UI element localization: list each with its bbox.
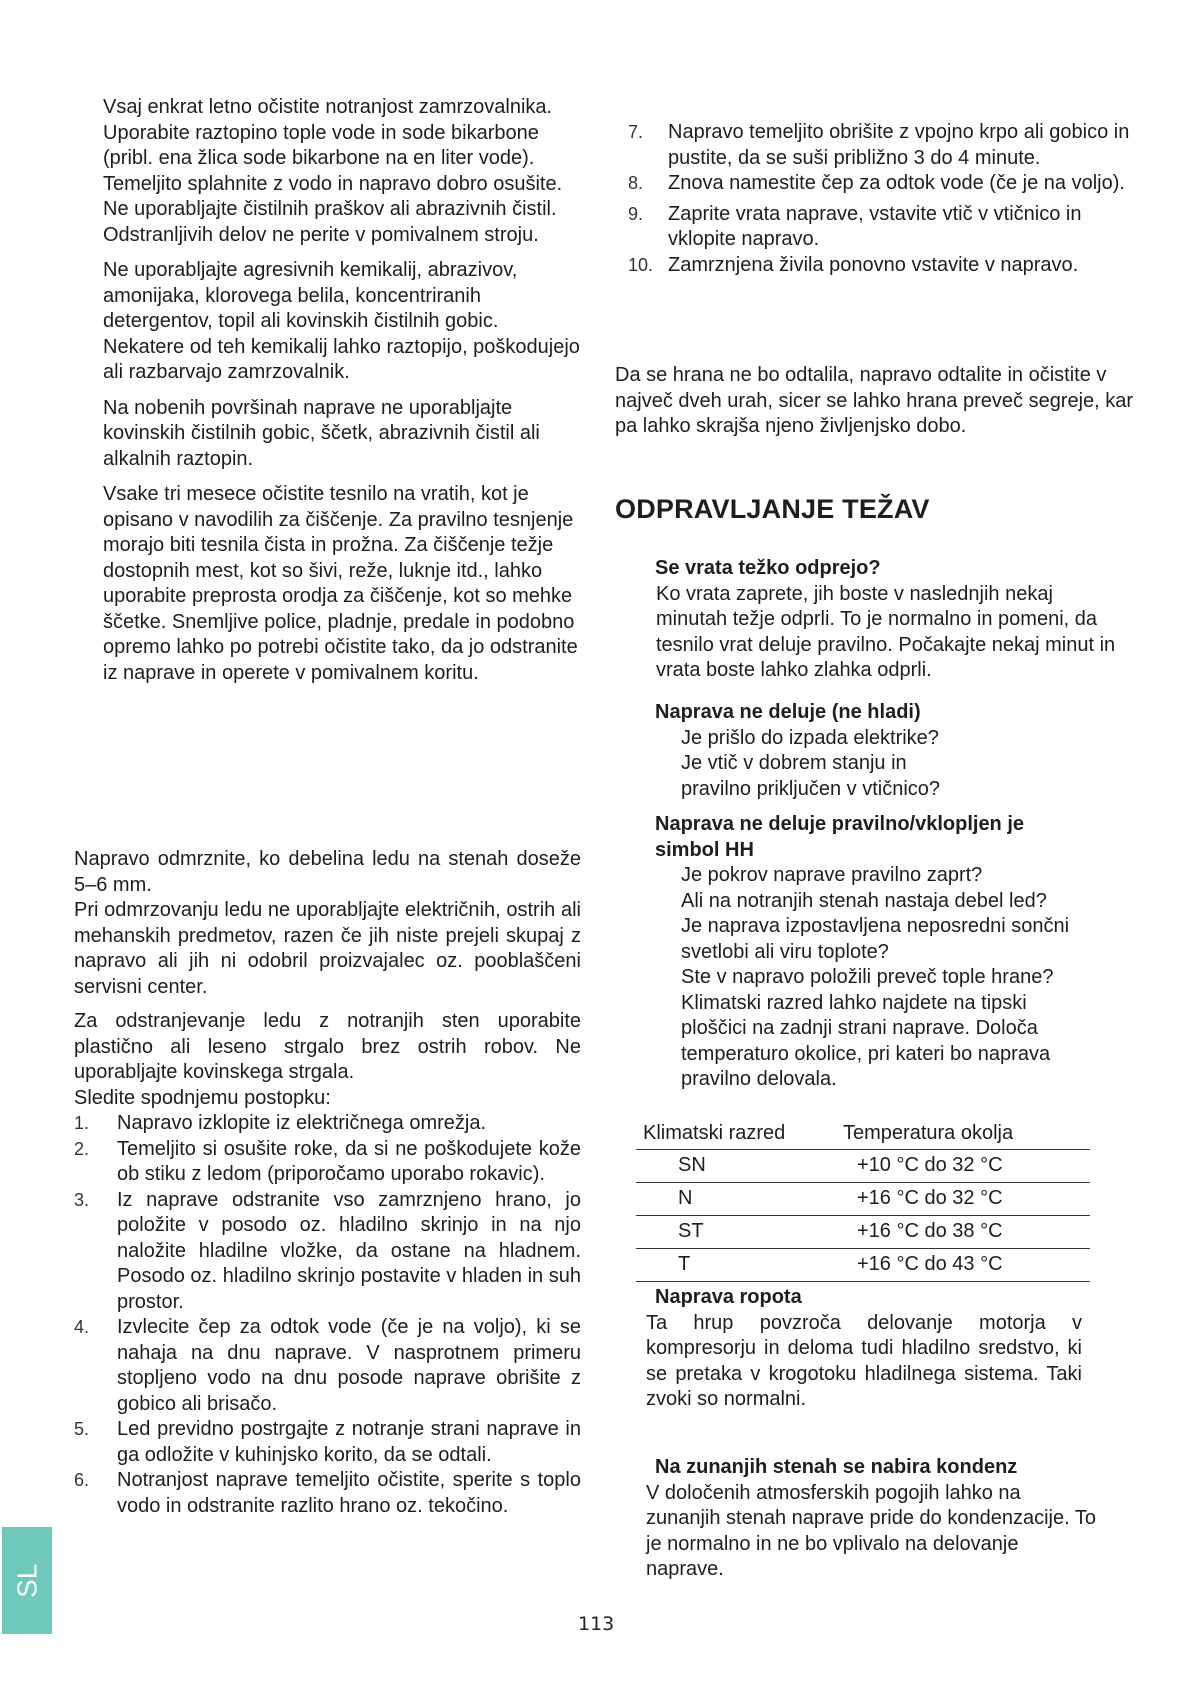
trouble-check: Klimatski razred lahko najdete na tipski ploščici na zadnji strani naprave. Določa temperaturo okolice, pri kateri bo naprava pravilno delovala. bbox=[681, 991, 1051, 1090]
table-header-row bbox=[636, 1121, 1090, 1149]
defrost-section bbox=[74, 847, 581, 1519]
cleaning-paragraph: Vsake tri mesece očistite tesnilo na vratih, kot je opisano v navodilih za čiščenje. Za pravilno tesnjenje morajo biti tesnila čista in prožna. Za čiščenje težje dostopnih mest, kot so šivi, reže, luknje itd., lahko uporabite preprosta orodja za čiščenje, kot so mehke ščetke. Snemljive police, pladnje, predale in podobno opremo lahko po potrebi očistite tako, da jo odstranite iz naprave in operete v pomivalnem koritu. bbox=[103, 483, 578, 684]
cleaning-paragraph: Na nobenih površinah naprave ne uporabljajte kovinskih čistilnih gobic, ščetk, abrazivnih čistil ali alkalnih raztopin. bbox=[103, 396, 540, 470]
trouble-hh-symbol bbox=[655, 812, 1135, 1093]
list-item: 9. Zaprite vrata naprave, vstavite vtič v vtičnico in vklopite napravo. bbox=[628, 202, 1082, 250]
trouble-check: Je pokrov naprave pravilno zaprt? bbox=[681, 864, 983, 886]
language-tab bbox=[2, 1527, 52, 1634]
trouble-check: Ali na notranjih stenah nastaja debel led? bbox=[681, 889, 1047, 912]
trouble-text: Ta hrup povzroča delovanje motorja v kompresorju in deloma tudi hladilno sredstvo, ki se pretaka v krogotoku hladilnega sistema. Taki zvoki so normalni. bbox=[646, 1311, 1082, 1410]
table-row: SN +10 °C do 32 °C bbox=[636, 1149, 1090, 1182]
trouble-heading: Naprava ne deluje (ne hladi) bbox=[655, 701, 921, 723]
table-row: N +16 °C do 32 °C bbox=[636, 1182, 1090, 1215]
list-item: 10. Zamrznjena živila ponovno vstavite v napravo. bbox=[628, 253, 1079, 276]
trouble-text: Ko vrata zaprete, jih boste v naslednjih nekaj minutah težje odprli. To je normalno in pomeni, da tesnilo vrat deluje pravilno. Počakajte nekaj minut in vrata boste lahko zlahka odprli. bbox=[656, 582, 1116, 681]
list-item: 6. Notranjost naprave temeljito očistite, sperite s toplo vodo in odstranite razlito hrano oz. tekočino. bbox=[74, 1469, 581, 1517]
trouble-check: Je prišlo do izpada elektrike? bbox=[681, 726, 939, 749]
defrost-steps-continued bbox=[628, 120, 1148, 278]
section-title: ODPRAVLJANJE TEŽAV bbox=[615, 494, 930, 524]
list-item: 8. Znova namestite čep za odtok vode (če je na voljo). bbox=[628, 172, 1125, 194]
list-item: 3. Iz naprave odstranite vso zamrznjeno hrano, jo položite v posodo oz. hladilno skrinjo in na njo naložite hladilne vložke, da ostane na hladnem. Posodo oz. hladilno skrinjo postavite v hladen in suh prostor. bbox=[74, 1188, 581, 1313]
trouble-heading: Naprava ropota bbox=[655, 1286, 802, 1308]
trouble-condensation bbox=[646, 1455, 1096, 1583]
table-header: Temperatura okolja bbox=[843, 1121, 1090, 1149]
list-item: 2. Temeljito si osušite roke, da si ne poškodujete kože ob stiku z ledom (priporočamo uporabo rokavic). bbox=[74, 1137, 581, 1185]
defrost-intro: Napravo odmrznite, ko debelina ledu na stenah doseže 5–6 mm. bbox=[74, 848, 581, 896]
cleaning-section bbox=[103, 95, 581, 686]
language-tab-label: SL bbox=[11, 1563, 43, 1598]
defrost-scraper: Za odstranjevanje ledu z notranjih sten uporabite plastično ali leseno strgalo brez ostrih robov. Ne uporabljajte kovinskega strgala. bbox=[74, 1010, 581, 1083]
cleaning-paragraph: Ne uporabljajte agresivnih kemikalij, abrazivov, amonijaka, klorovega belila, koncentriranih detergentov, topil ali kovinskih čistilnih gobic. Nekatere od teh kemikalij lahko raztopijo, poškodujejo ali razbarvajo zamrzovalnik. bbox=[103, 259, 580, 383]
cleaning-paragraph: Vsaj enkrat letno očistite notranjost zamrzovalnika. Uporabite raztopino tople vode in sode bikarbone (pribl. ena žlica sode bikarbone na en liter vode). Temeljito splahnite z vodo in napravo dobro osušite. Ne uporabljajte čistilnih praškov ali abrazivnih čistil. Odstranljivih delov ne perite v pomivalnem stroju. bbox=[103, 96, 563, 246]
list-item: 4. Izvlecite čep za odtok vode (če je na voljo), ki se nahaja na dnu naprave. V nasprotnem primeru stopljeno vodo na dnu posode naprave obrišite z gobico ali brisačo. bbox=[74, 1316, 581, 1415]
trouble-heading: Naprava ne deluje pravilno/vklopljen je simbol HH bbox=[655, 813, 1025, 861]
defrost-note: Da se hrana ne bo odtalila, napravo odtalite in očistite v največ dveh urah, sicer se lahko hrana preveč segreje, kar pa lahko skrajša njeno življenjsko dobo. bbox=[615, 364, 1134, 437]
trouble-heading: Se vrata težko odprejo? bbox=[655, 557, 881, 579]
defrost-steps-list bbox=[74, 1111, 581, 1519]
defrost-steps-list-continued bbox=[628, 120, 1148, 278]
table-row: ST +16 °C do 38 °C bbox=[636, 1215, 1090, 1248]
trouble-door bbox=[655, 556, 1125, 684]
page-number: 113 bbox=[578, 1613, 615, 1635]
defrost-warning: Pri odmrzovanju ledu ne uporabljajte električnih, ostrih ali mehanskih predmetov, razen če jih niste prejeli skupaj z napravo ali jih ni odobril proizvajalec oz. pooblaščeni servisni center. bbox=[74, 899, 581, 998]
trouble-check: Je naprava izpostavljena neposredni sončni svetlobi ali viru toplote? bbox=[681, 915, 1070, 963]
list-item: 7. Napravo temeljito obrišite z vpojno krpo ali gobico in pustite, da se suši približno 3 do 4 minute. bbox=[628, 121, 1130, 169]
trouble-noise bbox=[646, 1285, 1082, 1413]
table-row: T +16 °C do 43 °C bbox=[636, 1248, 1090, 1281]
climate-class-table bbox=[636, 1121, 1090, 1282]
trouble-text: V določenih atmosferskih pogojih lahko na zunanjih stenah naprave pride do kondenzacije. To je normalno in ne bo vplivalo na delovanje naprave. bbox=[646, 1481, 1096, 1580]
list-item: 1. Napravo izklopite iz električnega omrežja. bbox=[74, 1112, 487, 1134]
trouble-heading: Na zunanjih stenah se nabira kondenz bbox=[655, 1456, 1018, 1478]
table-header: Klimatski razred bbox=[636, 1121, 843, 1149]
trouble-check: Ste v napravo položili preveč tople hrane? bbox=[681, 966, 1054, 988]
list-item: 5. Led previdno postrgajte z notranje strani naprave in ga odložite v kuhinjsko korito, da se odtali. bbox=[74, 1418, 581, 1466]
trouble-check: Je vtič v dobrem stanju in pravilno priključen v vtičnico? bbox=[681, 752, 941, 800]
trouble-not-cooling bbox=[655, 700, 1125, 802]
steps-intro: Sledite spodnjemu postopku: bbox=[74, 1086, 331, 1109]
